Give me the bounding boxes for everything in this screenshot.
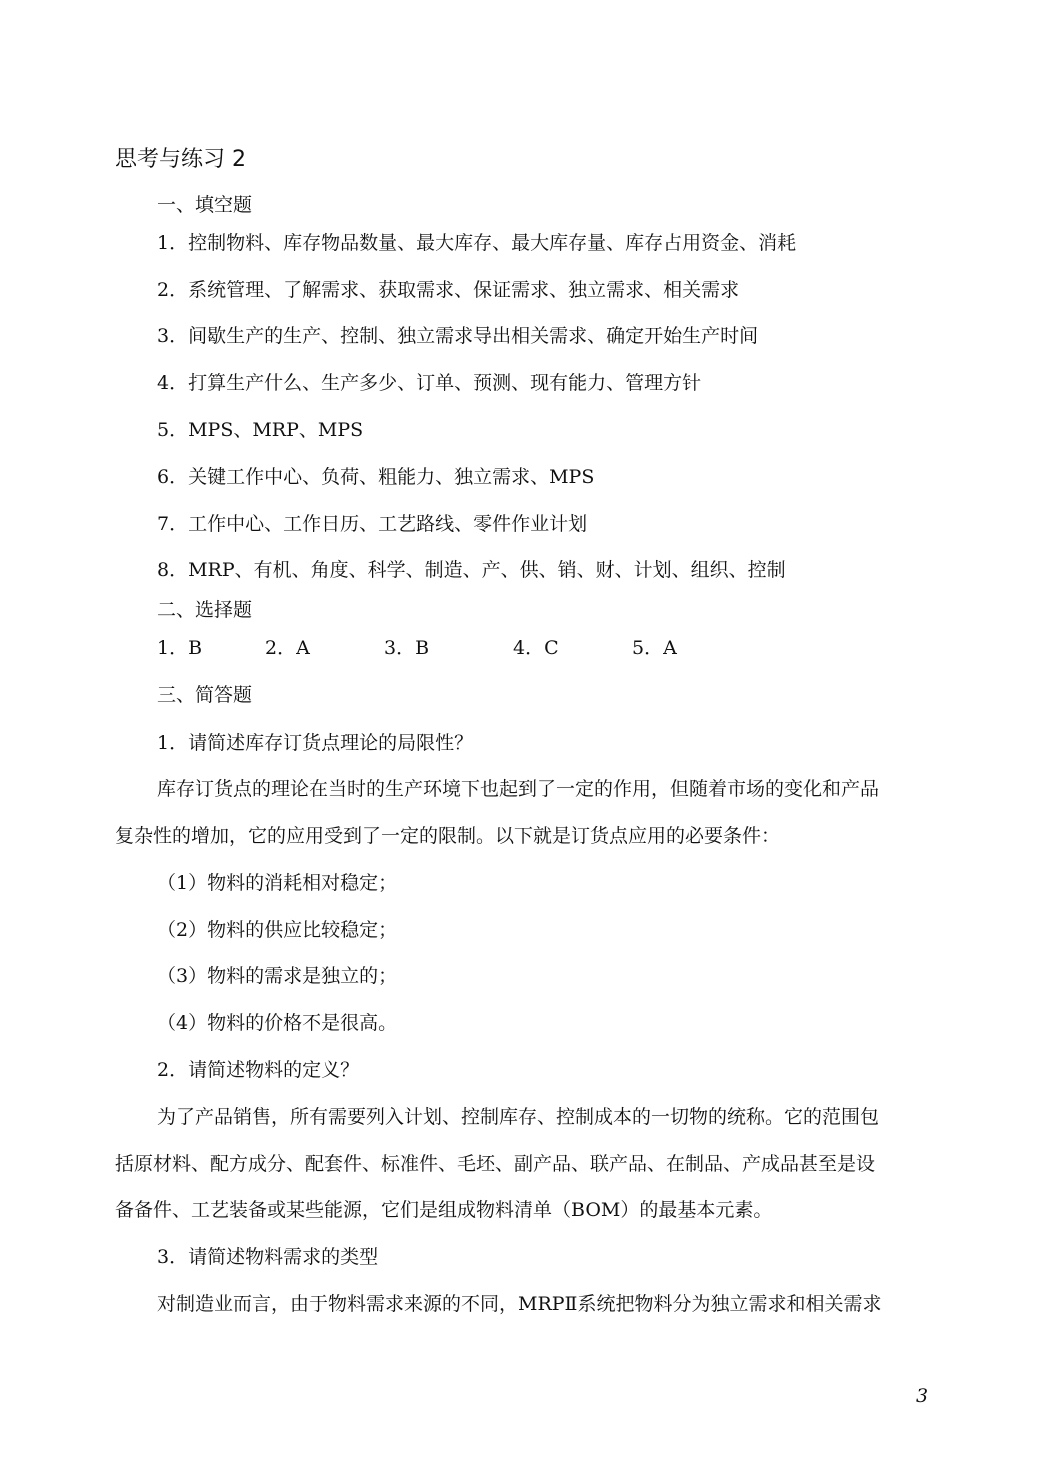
- fill-blank-answer-2: 2．系统管理、了解需求、获取需求、保证需求、独立需求、相关需求: [157, 279, 740, 301]
- answer-1-item-4: （4）物料的价格不是很高。: [157, 1012, 398, 1034]
- answer-1-line-1: 库存订货点的理论在当时的生产环境下也起到了一定的作用，但随着市场的变化和产品: [157, 778, 880, 800]
- fill-blank-answer-1: 1．控制物料、库存物品数量、最大库存、最大库存量、库存占用资金、消耗: [157, 232, 797, 254]
- fill-blank-answer-5: 5．MPS、MRP、MPS: [157, 419, 364, 441]
- fill-blank-answer-7: 7．工作中心、工作日历、工艺路线、零件作业计划: [157, 513, 588, 535]
- choice-answer-1: 1．B: [157, 637, 203, 659]
- choice-heading: 二、选择题: [157, 599, 253, 621]
- question-1: 1．请简述库存订货点理论的局限性？: [157, 732, 474, 754]
- choice-answer-3: 3．B: [384, 637, 430, 659]
- answer-2-line-2: 括原材料、配方成分、配套件、标准件、毛坯、副产品、联产品、在制品、产成品甚至是设: [115, 1153, 876, 1175]
- answer-1-line-2: 复杂性的增加，它的应用受到了一定的限制。以下就是订货点应用的必要条件：: [115, 825, 781, 847]
- choice-answer-5: 5．A: [632, 637, 677, 659]
- fill-blank-answer-8: 8．MRP、有机、角度、科学、制造、产、供、销、财、计划、组织、控制: [157, 559, 786, 581]
- fill-blank-heading: 一、填空题: [157, 194, 253, 216]
- answer-2-line-1: 为了产品销售，所有需要列入计划、控制库存、控制成本的一切物的统称。它的范围包: [157, 1106, 880, 1128]
- answer-1-item-1: （1）物料的消耗相对稳定；: [157, 872, 398, 894]
- page-number: 3: [916, 1385, 929, 1407]
- choice-answer-2: 2．A: [265, 637, 310, 659]
- fill-blank-answer-3: 3．间歇生产的生产、控制、独立需求导出相关需求、确定开始生产时间: [157, 325, 759, 347]
- question-3: 3．请简述物料需求的类型: [157, 1246, 379, 1268]
- question-2: 2．请简述物料的定义？: [157, 1059, 360, 1081]
- section-title: 思考与练习 2: [115, 147, 246, 172]
- answer-3-line-1: 对制造业而言，由于物料需求来源的不同，MRPⅡ系统把物料分为独立需求和相关需求: [157, 1293, 882, 1315]
- answer-1-item-3: （3）物料的需求是独立的；: [157, 965, 398, 987]
- choice-answer-4: 4．C: [513, 637, 559, 659]
- fill-blank-answer-6: 6．关键工作中心、负荷、粗能力、独立需求、MPS: [157, 466, 595, 488]
- short-answer-heading: 三、简答题: [157, 684, 253, 706]
- answer-1-item-2: （2）物料的供应比较稳定；: [157, 919, 398, 941]
- answer-2-line-3: 备备件、工艺装备或某些能源，它们是组成物料清单（BOM）的最基本元素。: [115, 1199, 773, 1221]
- fill-blank-answer-4: 4．打算生产什么、生产多少、订单、预测、现有能力、管理方针: [157, 372, 702, 394]
